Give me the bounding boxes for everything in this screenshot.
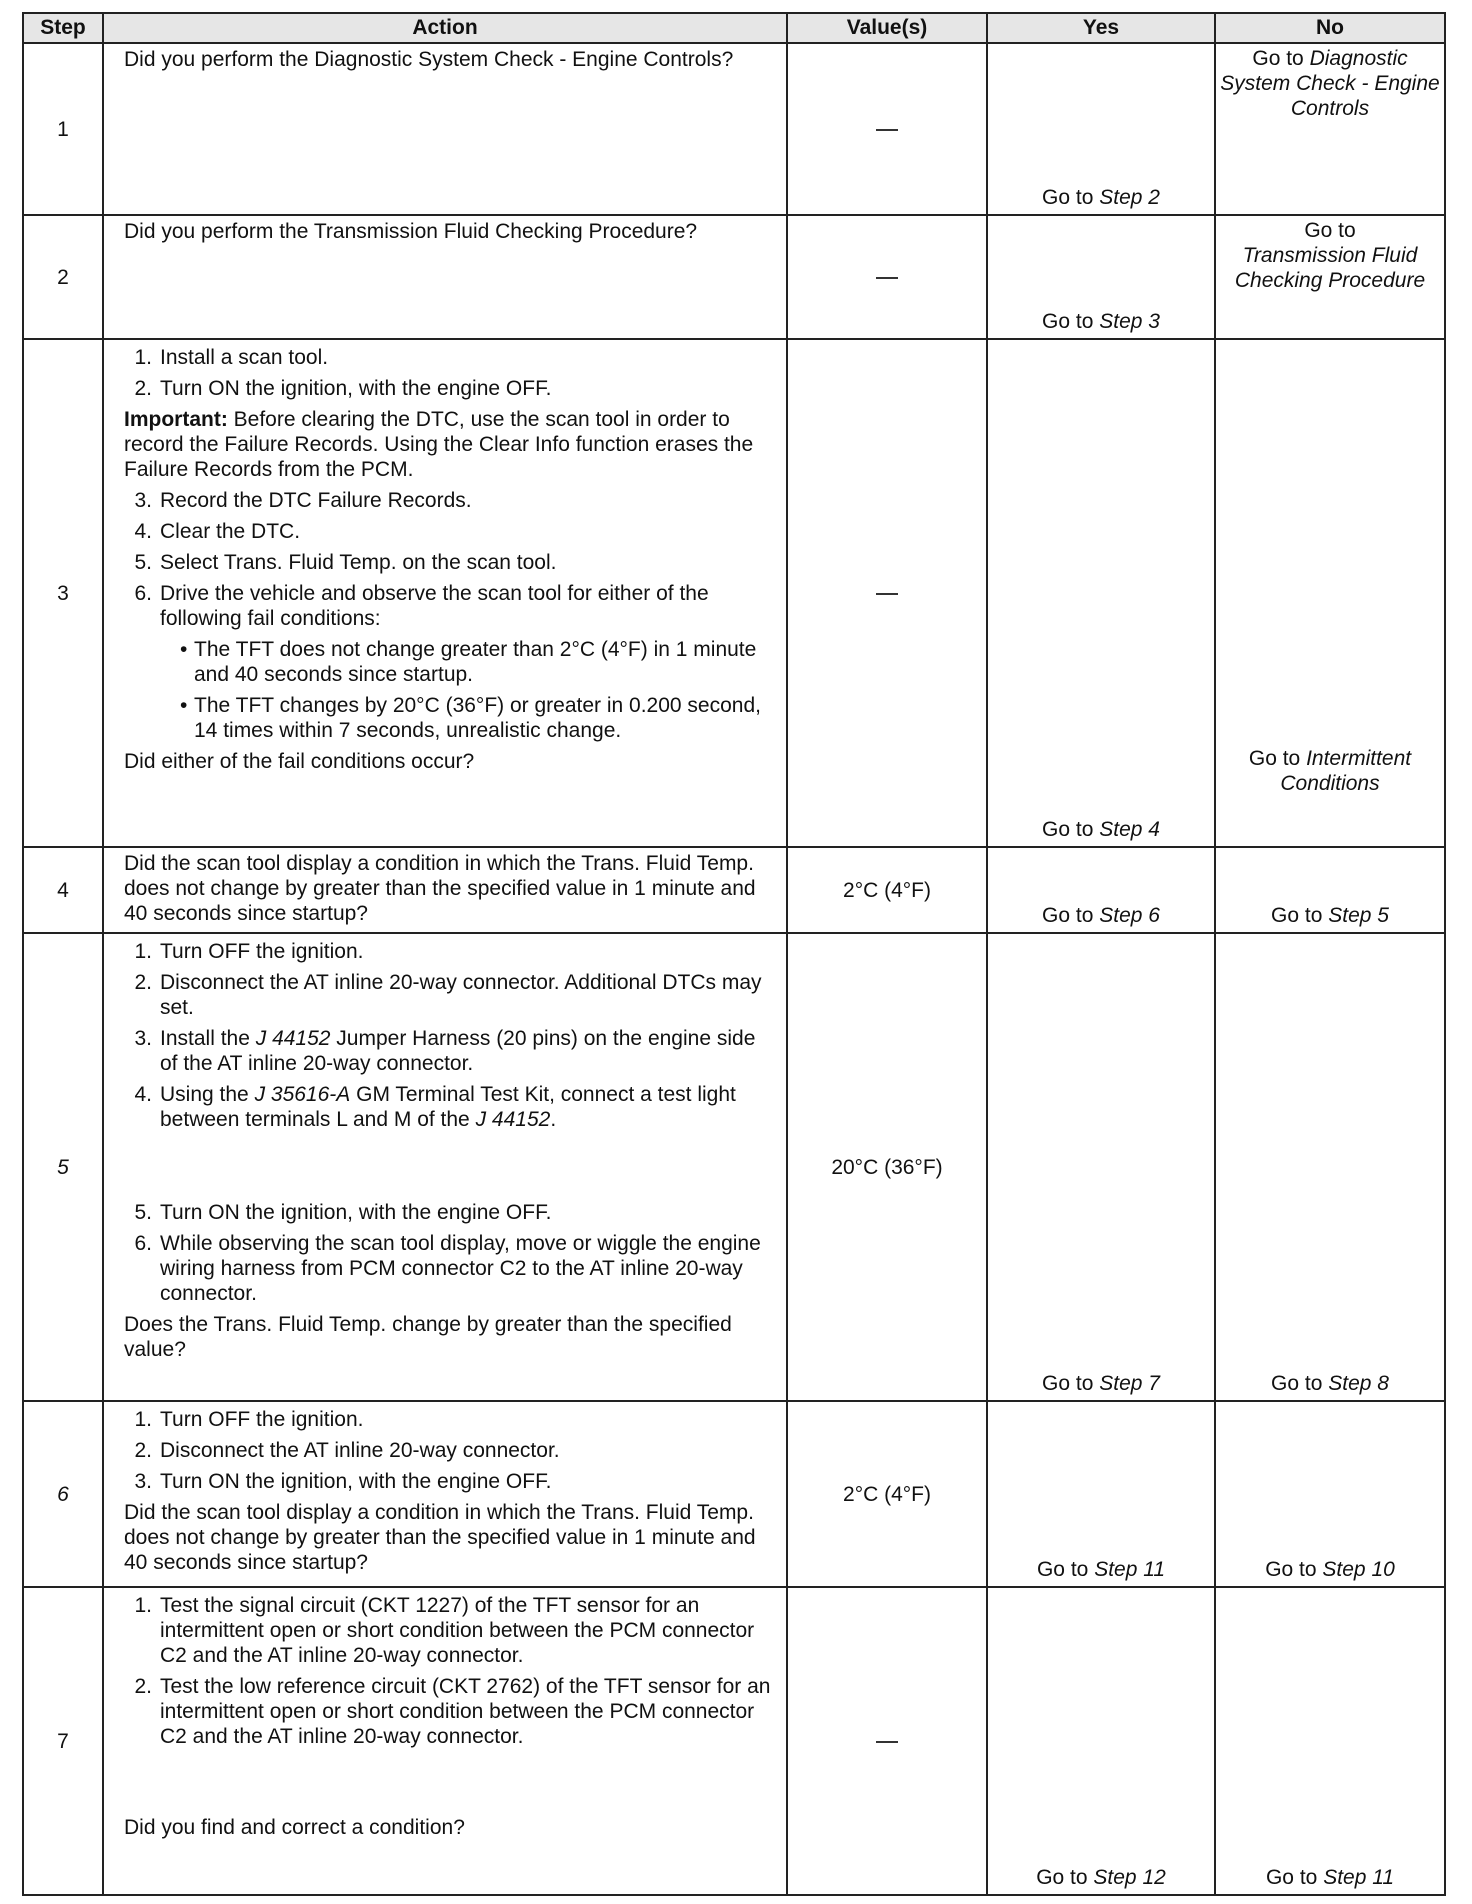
go-to-label: Go to — [1248, 747, 1301, 770]
step-number: 5 — [23, 933, 103, 1401]
tool-name: J 44152 — [475, 1108, 551, 1131]
table-row — [23, 847, 1445, 933]
list-item: 6. Drive the vehicle and observe the scan tool for either of the following fail conditions: — [134, 582, 709, 630]
list-item: 1. Install a scan tool. — [134, 346, 329, 369]
yes-link[interactable]: Step 3 — [1099, 310, 1160, 333]
question-text: Does the Trans. Fluid Temp. change by greater than the specified value? — [124, 1313, 732, 1361]
tool-name: J 35616-A — [254, 1083, 351, 1106]
yes-link[interactable]: Step 12 — [1093, 1866, 1166, 1889]
no-cell — [1215, 43, 1445, 215]
yes-cell — [987, 1401, 1215, 1587]
step-number: 7 — [23, 1587, 103, 1895]
go-to-label: Go to — [1042, 904, 1094, 927]
go-to-label: Go to — [1036, 1866, 1088, 1889]
list-item: 1. Turn OFF the ignition. — [134, 1408, 364, 1431]
action-cell — [103, 339, 787, 847]
list-item: 4. Clear the DTC. — [134, 520, 301, 543]
go-to-label: Go to — [1042, 1372, 1094, 1395]
table-row — [23, 1587, 1445, 1895]
no-cell — [1215, 933, 1445, 1401]
yes-cell — [987, 847, 1215, 933]
value-cell: 2°C (4°F) — [787, 847, 987, 933]
no-cell — [1215, 847, 1445, 933]
yes-link[interactable]: Step 11 — [1094, 1558, 1166, 1581]
no-link[interactable]: Step 11 — [1323, 1866, 1395, 1889]
none-dash — [876, 593, 898, 595]
no-link[interactable]: Step 8 — [1328, 1372, 1389, 1395]
no-link[interactable]: Step 5 — [1328, 904, 1389, 927]
action-text: Did you perform the Diagnostic System Check - Engine Controls? — [124, 48, 734, 71]
go-to-label: Go to — [1042, 186, 1094, 209]
no-link[interactable]: Transmission Fluid Checking Procedure — [1234, 244, 1426, 292]
step-number: 3 — [23, 339, 103, 847]
go-to-label: Go to — [1271, 904, 1323, 927]
list-item: 1. Turn OFF the ignition. — [134, 940, 364, 963]
go-to-label: Go to — [1036, 1558, 1089, 1581]
table-row — [23, 43, 1445, 215]
question-text: Did you find and correct a condition? — [124, 1816, 465, 1839]
go-to-label: Go to — [1304, 219, 1356, 242]
value-cell — [787, 339, 987, 847]
list-item: 2. Disconnect the AT inline 20-way connector. — [134, 1439, 560, 1462]
yes-cell — [987, 215, 1215, 339]
list-item: 3. Turn ON the ignition, with the engine OFF. — [134, 1470, 552, 1493]
value-cell — [787, 43, 987, 215]
action-cell — [103, 847, 787, 933]
step-number: 4 — [23, 847, 103, 933]
yes-cell — [987, 339, 1215, 847]
action-cell — [103, 215, 787, 339]
yes-link[interactable]: Step 2 — [1099, 186, 1160, 209]
no-cell — [1215, 1401, 1445, 1587]
yes-link[interactable]: Step 6 — [1099, 904, 1160, 927]
list-item: 5. Turn ON the ignition, with the engine OFF. — [134, 1201, 552, 1224]
question-text: Did either of the fail conditions occur? — [124, 750, 475, 773]
list-item: 2. Turn ON the ignition, with the engine OFF. — [134, 377, 552, 400]
list-item: 3. Install the J 44152 Jumper Harness (20 pins) on the engine side of the AT inline 20-way connector. — [134, 1027, 756, 1075]
action-cell — [103, 933, 787, 1401]
list-item: 5. Select Trans. Fluid Temp. on the scan tool. — [134, 551, 557, 574]
diagnostic-table — [22, 12, 1446, 1896]
table-row — [23, 933, 1445, 1401]
tool-name: J 44152 — [255, 1027, 331, 1050]
question-text: Did the scan tool display a condition in which the Trans. Fluid Temp. does not change by greater than the specified value in 1 minute and 40 seconds since startup? — [124, 1501, 756, 1574]
list-item: 2. Disconnect the AT inline 20-way connector. Additional DTCs may set. — [134, 971, 762, 1019]
header-yes: Yes — [987, 13, 1215, 43]
step-number: 2 — [23, 215, 103, 339]
table-row — [23, 1401, 1445, 1587]
yes-cell — [987, 933, 1215, 1401]
value-cell: 20°C (36°F) — [787, 933, 987, 1401]
header-step: Step — [23, 13, 103, 43]
list-item: 2. Test the low reference circuit (CKT 2762) of the TFT sensor for an intermittent open or short condition between the PCM connector C2 and the AT inline 20-way connector. — [134, 1675, 771, 1748]
yes-link[interactable]: Step 4 — [1099, 818, 1160, 841]
list-item: 4. Using the J 35616-A GM Terminal Test Kit, connect a test light between terminals L and M of the J 44152. — [134, 1083, 736, 1131]
yes-link[interactable]: Step 7 — [1099, 1372, 1160, 1395]
go-to-label: Go to — [1265, 1558, 1317, 1581]
list-item: 3. Record the DTC Failure Records. — [134, 489, 472, 512]
value-cell — [787, 1587, 987, 1895]
action-cell — [103, 43, 787, 215]
list-item: 1. Test the signal circuit (CKT 1227) of the TFT sensor for an intermittent open or short condition between the PCM connector C2 and the AT inline 20-way connector. — [134, 1594, 755, 1667]
none-dash — [876, 1741, 898, 1743]
no-cell — [1215, 1587, 1445, 1895]
action-cell — [103, 1587, 787, 1895]
value-cell — [787, 215, 987, 339]
header-no: No — [1215, 13, 1445, 43]
table-row — [23, 215, 1445, 339]
header-row — [23, 13, 1445, 43]
header-action: Action — [103, 13, 787, 43]
go-to-label: Go to — [1042, 818, 1094, 841]
none-dash — [876, 277, 898, 279]
no-link[interactable]: Diagnostic System Check - Engine Controls — [1220, 47, 1440, 120]
no-cell — [1215, 215, 1445, 339]
none-dash — [876, 129, 898, 131]
value-cell: 2°C (4°F) — [787, 1401, 987, 1587]
go-to-label: Go to — [1271, 1372, 1323, 1395]
go-to-label: Go to — [1042, 310, 1094, 333]
action-cell — [103, 1401, 787, 1587]
step-number: 6 — [23, 1401, 103, 1587]
table-row — [23, 339, 1445, 847]
action-text: Did the scan tool display a condition in which the Trans. Fluid Temp. does not change by greater than the specified value in 1 minute and 40 seconds since startup? — [124, 852, 756, 925]
list-item: 6. While observing the scan tool display, move or wiggle the engine wiring harness from PCM connector C2 to the AT inline 20-way connector. — [134, 1232, 761, 1305]
go-to-label: Go to — [1265, 1866, 1318, 1889]
go-to-label: Go to — [1252, 47, 1304, 70]
important-note: Important: Before clearing the DTC, use the scan tool in order to record the Failure Records. Using the Clear Info function erases the Failure Records from the PCM. — [124, 408, 754, 481]
bullet-item: • The TFT does not change greater than 2°C (4°F) in 1 minute and 40 seconds since startup. — [180, 638, 757, 686]
header-values: Value(s) — [787, 13, 987, 43]
no-link[interactable]: Step 10 — [1322, 1558, 1395, 1581]
bullet-item: • The TFT changes by 20°C (36°F) or greater in 0.200 second, 14 times within 7 seconds, unrealistic change. — [180, 694, 761, 742]
yes-cell — [987, 1587, 1215, 1895]
step-number: 1 — [23, 43, 103, 215]
action-text: Did you perform the Transmission Fluid Checking Procedure? — [124, 220, 698, 243]
no-link[interactable]: Intermittent Conditions — [1280, 747, 1412, 795]
yes-cell — [987, 43, 1215, 215]
no-cell — [1215, 339, 1445, 847]
